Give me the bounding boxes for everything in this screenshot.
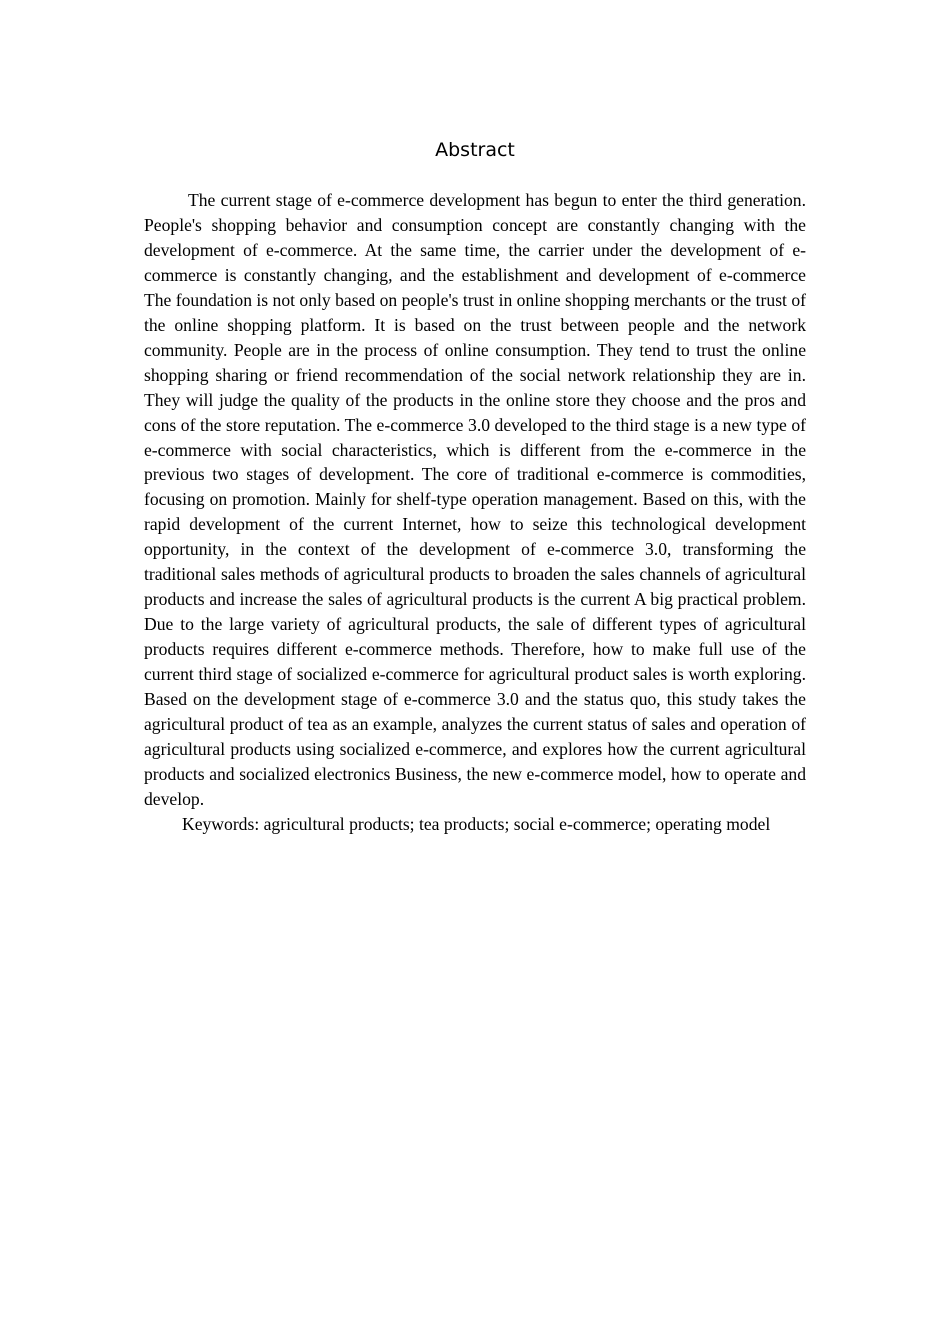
abstract-body <box>144 188 806 837</box>
keywords-paragraph: Keywords: agricultural products; tea products; social e-commerce; operating model <box>182 813 771 834</box>
abstract-paragraph: The current stage of e-commerce development has begun to enter the third generation. People's shopping behavior and consumption concept are constantly changing with the development of e-commerce. At the same time, the carrier under the development of e-commerce is constantly changing, and the establishment and development of e-commerce The foundation is not only based on people's trust in online shopping merchants or the trust of the online shopping platform. It is based on the trust between people and the network community. People are in the process of online consumption. They tend to trust the online shopping sharing or friend recommendation of the social network relationship they are in. They will judge the quality of the products in the online store they choose and the pros and cons of the store reputation. The e-commerce 3.0 developed to the third stage is a new type of e-commerce with social characteristics, which is different from the e-commerce in the previous two stages of development. The core of traditional e-commerce is commodities, focusing on promotion. Mainly for shelf-type operation management. Based on this, with the rapid development of the current Internet, how to seize this technological development opportunity, in the context of the development of e-commerce 3.0, transforming the traditional sales methods of agricultural products to broaden the sales channels of agricultural products and increase the sales of agricultural products is the current A big practical problem. Due to the large variety of agricultural products, the sale of different types of agricultural products requires different e-commerce methods. Therefore, how to make full use of the current third stage of socialized e-commerce for agricultural product sales is worth exploring. Based on the development stage of e-commerce 3.0 and the status quo, this study takes the agricultural product of tea as an example, analyzes the current status of sales and operation of agricultural products using socialized e-commerce, and explores how the current agricultural products and socialized electronics Business, the new e-commerce model, how to operate and develop. <box>144 190 806 809</box>
abstract-title: Abstract <box>435 139 515 161</box>
